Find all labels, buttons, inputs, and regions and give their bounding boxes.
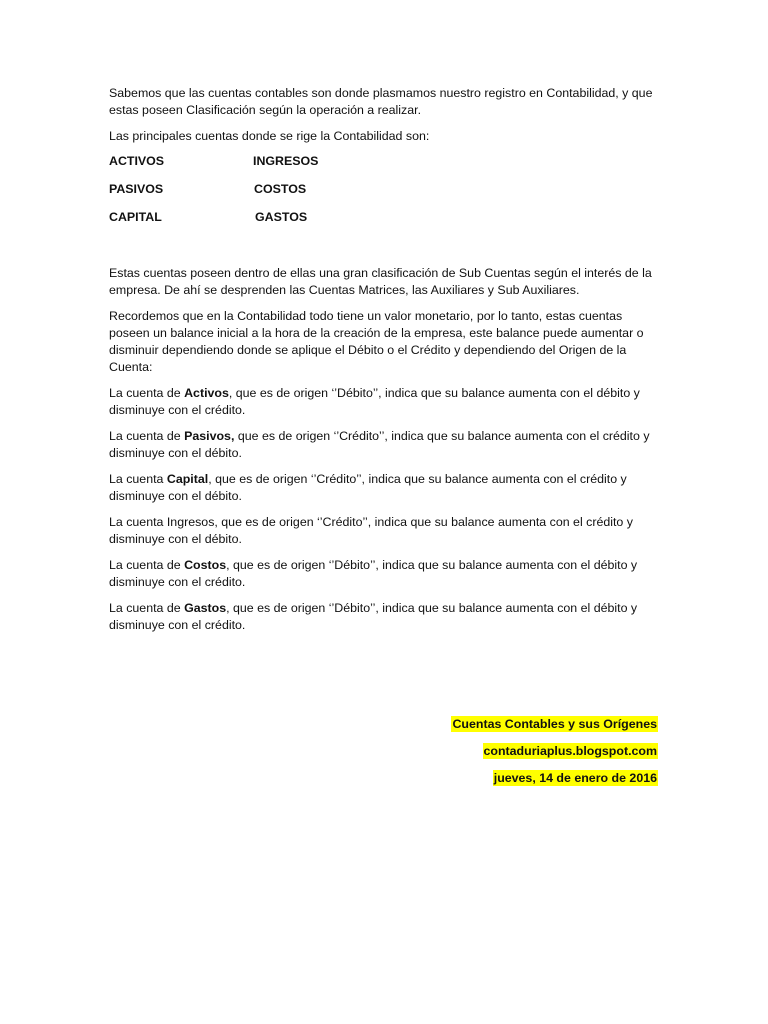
origin-prefix: La cuenta de — [109, 386, 185, 400]
intro-list-lead: Las principales cuentas donde se rige la Contabilidad son: — [109, 129, 430, 143]
origin-paragraph-gastos — [109, 600, 661, 634]
account-activos: ACTIVOS — [109, 154, 165, 168]
origin-rest: , que es de origen ‘’Crédito’’, indica que su balance aumenta con el crédito y disminuye con el débito. — [109, 515, 633, 546]
footer-site: contaduriaplus.blogspot.com — [483, 744, 657, 758]
document-body — [109, 85, 661, 643]
origin-prefix: La cuenta de — [109, 558, 185, 572]
footer-date: jueves, 14 de enero de 2016 — [493, 771, 657, 785]
origin-rest: , que es de origen ‘’Débito’’, indica que su balance aumenta con el débito y disminuye con el crédito. — [109, 558, 638, 589]
origin-account-name: Capital — [166, 472, 209, 486]
origin-prefix: La cuenta — [109, 472, 167, 486]
account-ingresos: INGRESOS — [253, 154, 319, 168]
origin-account-name: Activos — [184, 386, 229, 400]
origin-account-name: Pasivos, — [184, 429, 235, 443]
origin-account-name: Costos — [184, 558, 227, 572]
intro-paragraph: Sabemos que las cuentas contables son donde plasmamos nuestro registro en Contabilidad, y que estas poseen Clasificación según la operación a realizar. — [109, 86, 653, 117]
origin-prefix: La cuenta de — [109, 601, 185, 615]
monetary-value-paragraph: Recordemos que en la Contabilidad todo tiene un valor monetario, por lo tanto, estas cuentas poseen un balance inicial a la hora de la creación de la empresa, este balance puede aumentar o disminuir dependiendo donde se aplique el Débito o el Crédito y dependiendo del Origen de la Cuenta: — [109, 309, 644, 374]
origin-prefix: La cuenta Ingresos — [109, 515, 215, 529]
origin-rest: , que es de origen ‘’Débito’’, indica que su balance aumenta con el débito y disminuye con el crédito. — [109, 601, 638, 632]
subaccounts-paragraph: Estas cuentas poseen dentro de ellas una gran clasificación de Sub Cuentas según el interés de la empresa. De ahí se desprenden las Cuentas Matrices, las Auxiliares y Sub Auxiliares. — [109, 266, 652, 297]
origin-rest: , que es de origen ‘’Crédito’’, indica que su balance aumenta con el crédito y disminuye con el débito. — [109, 472, 627, 503]
document-footer — [451, 716, 658, 797]
footer-title: Cuentas Contables y sus Orígenes — [452, 717, 657, 731]
origin-paragraph-capital — [109, 471, 661, 505]
origin-prefix: La cuenta de — [109, 429, 185, 443]
origin-rest: que es de origen ‘’Crédito’’, indica que su balance aumenta con el crédito y disminuye con el débito. — [109, 429, 650, 460]
account-pasivos: PASIVOS — [109, 182, 164, 196]
account-capital: CAPITAL — [109, 210, 162, 224]
origin-paragraph-ingresos — [109, 514, 661, 548]
origin-paragraph-costos — [109, 557, 661, 591]
origin-paragraph-pasivos — [109, 428, 661, 462]
account-gastos: GASTOS — [255, 210, 308, 224]
origin-rest: , que es de origen ‘’Débito’’, indica que su balance aumenta con el débito y disminuye con el crédito. — [109, 386, 640, 417]
origin-paragraph-activos — [109, 385, 661, 419]
main-accounts-list — [109, 153, 661, 226]
account-costos: COSTOS — [254, 182, 307, 196]
origin-account-name: Gastos — [184, 601, 227, 615]
